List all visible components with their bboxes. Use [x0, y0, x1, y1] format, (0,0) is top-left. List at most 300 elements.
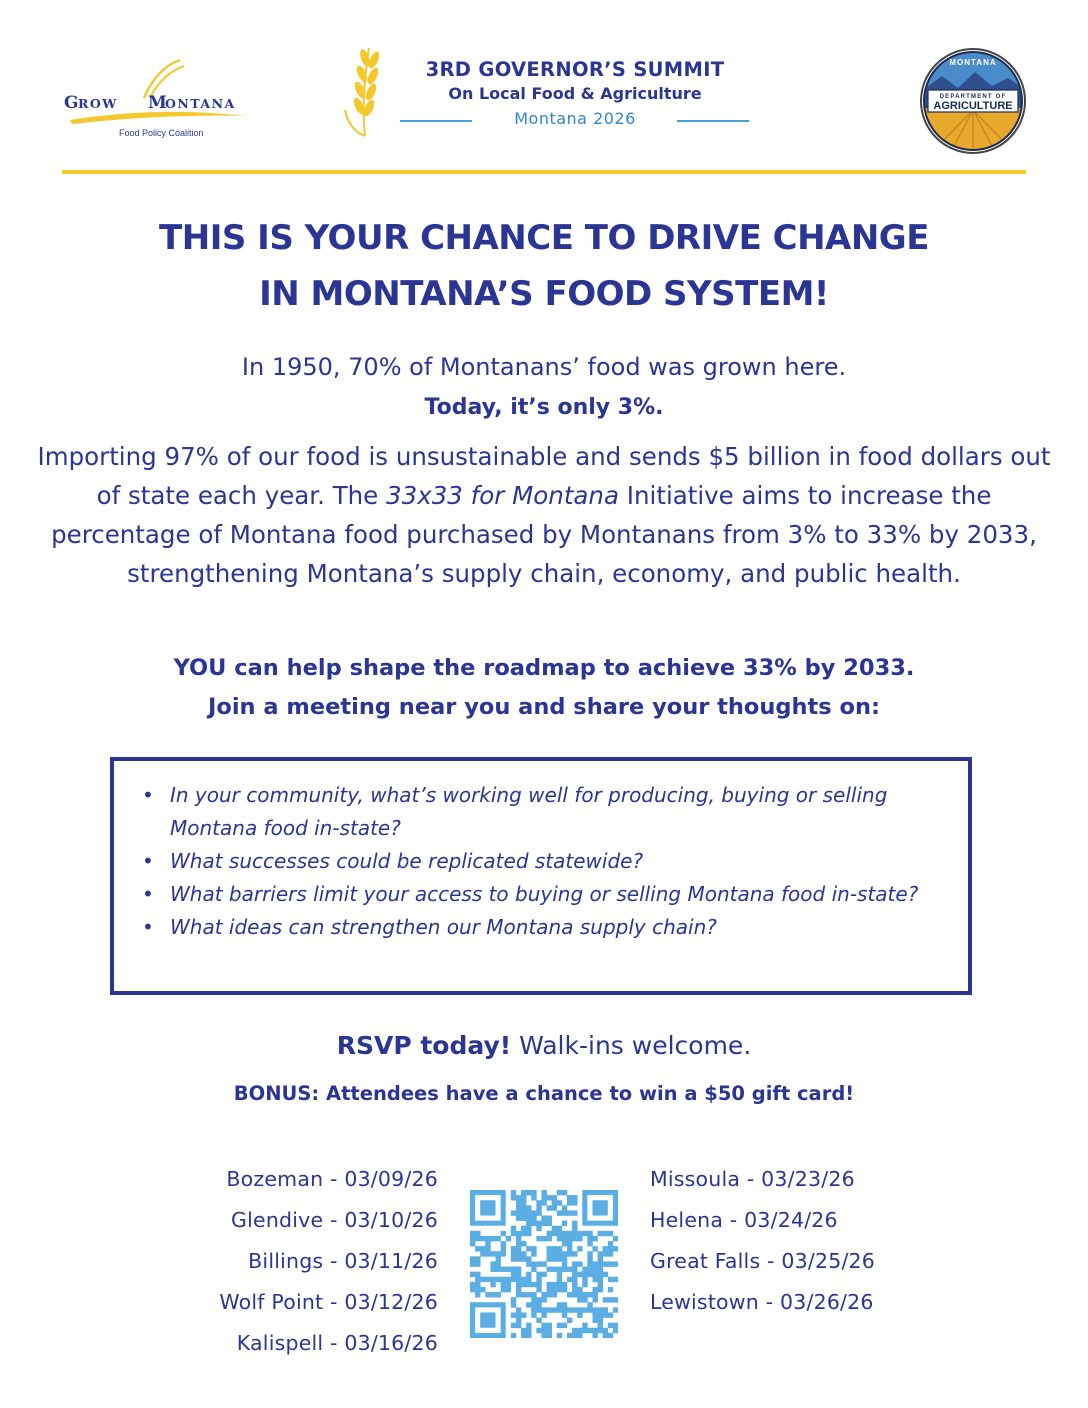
qr-module: [521, 1205, 526, 1210]
qr-module: [490, 1236, 495, 1241]
qr-module: [603, 1231, 608, 1236]
qr-module: [511, 1195, 516, 1200]
qr-module: [552, 1205, 557, 1210]
qr-module: [562, 1307, 567, 1312]
qr-module: [536, 1297, 541, 1302]
qr-module: [516, 1251, 521, 1256]
qr-module: [531, 1246, 536, 1251]
qr-module: [557, 1272, 562, 1277]
qr-module: [511, 1231, 516, 1236]
qr-module: [547, 1292, 552, 1297]
summit-rule-right: [677, 120, 749, 122]
qr-module: [516, 1210, 521, 1215]
qr-module: [516, 1256, 521, 1261]
qr-module: [587, 1302, 592, 1307]
bullet-icon: •: [142, 849, 154, 873]
qr-module: [496, 1251, 501, 1256]
qr-module: [526, 1190, 531, 1195]
qr-module: [506, 1287, 511, 1292]
qr-module: [562, 1210, 567, 1215]
qr-module: [475, 1272, 480, 1277]
qr-module: [526, 1272, 531, 1277]
qr-module: [516, 1292, 521, 1297]
qr-module: [613, 1246, 618, 1251]
qr-module: [598, 1277, 603, 1282]
qr-module: [470, 1287, 475, 1292]
qr-module: [603, 1328, 608, 1333]
qr-module: [516, 1282, 521, 1287]
qr-module: [572, 1287, 577, 1292]
qr-module: [521, 1195, 526, 1200]
rsvp-qr-code[interactable]: [470, 1190, 618, 1338]
meeting-item: Billings - 03/11/26: [248, 1249, 438, 1273]
qr-module: [577, 1231, 582, 1236]
qr-module: [582, 1231, 587, 1236]
qr-module: [480, 1236, 485, 1241]
qr-module: [511, 1246, 516, 1251]
qr-module: [521, 1200, 526, 1205]
qr-module: [572, 1221, 577, 1226]
qr-module: [608, 1231, 613, 1236]
qr-module: [526, 1323, 531, 1328]
qr-module: [587, 1272, 592, 1277]
qr-module: [547, 1216, 552, 1221]
qr-module: [511, 1302, 516, 1307]
qr-module: [490, 1292, 495, 1297]
qr-module: [490, 1261, 495, 1266]
qr-module: [480, 1246, 485, 1251]
qr-module: [562, 1251, 567, 1256]
qr-module: [475, 1236, 480, 1241]
qr-module: [531, 1282, 536, 1287]
qr-module: [547, 1333, 552, 1338]
qr-module: [541, 1307, 546, 1312]
qr-module: [562, 1231, 567, 1236]
headline-line-1: THIS IS YOUR CHANCE TO DRIVE CHANGE: [159, 218, 929, 258]
qr-module: [598, 1323, 603, 1328]
qr-module: [516, 1246, 521, 1251]
qr-module: [592, 1277, 597, 1282]
qr-module: [572, 1277, 577, 1282]
question-item: • What ideas can strengthen our Montana supply chain?: [170, 911, 950, 944]
bullet-icon: •: [142, 915, 154, 939]
qr-module: [603, 1261, 608, 1266]
qr-module: [577, 1287, 582, 1292]
qr-module: [496, 1236, 501, 1241]
qr-module: [592, 1261, 597, 1266]
qr-module: [562, 1221, 567, 1226]
gold-divider: [62, 170, 1026, 174]
qr-module: [547, 1328, 552, 1333]
qr-module: [577, 1261, 582, 1266]
qr-module: [547, 1282, 552, 1287]
qr-module: [567, 1333, 572, 1338]
qr-module: [541, 1200, 546, 1205]
qr-module: [598, 1231, 603, 1236]
qr-module: [516, 1318, 521, 1323]
qr-module: [521, 1256, 526, 1261]
qr-module: [536, 1210, 541, 1215]
qr-module: [506, 1267, 511, 1272]
qr-module: [541, 1328, 546, 1333]
qr-module: [598, 1328, 603, 1333]
qr-module: [552, 1287, 557, 1292]
qr-module: [536, 1287, 541, 1292]
qr-module: [582, 1292, 587, 1297]
qr-module: [562, 1190, 567, 1195]
qr-module: [526, 1302, 531, 1307]
qr-module: [511, 1272, 516, 1277]
qr-module: [592, 1287, 597, 1292]
meeting-item: Helena - 03/24/26: [650, 1208, 838, 1232]
qr-module: [572, 1210, 577, 1215]
seal-icon: [920, 48, 1026, 154]
qr-module: [470, 1256, 475, 1261]
call-to-action: [30, 649, 1058, 727]
qr-module: [572, 1333, 577, 1338]
qr-module: [572, 1200, 577, 1205]
qr-module: [475, 1292, 480, 1297]
qr-module: [552, 1195, 557, 1200]
qr-module: [577, 1307, 582, 1312]
qr-module: [557, 1226, 562, 1231]
seal-top-text: MONTANA: [949, 58, 997, 67]
qr-module: [587, 1261, 592, 1266]
qr-module: [511, 1190, 516, 1195]
qr-module: [557, 1282, 562, 1287]
qr-module: [577, 1292, 582, 1297]
qr-module: [587, 1231, 592, 1236]
qr-module: [582, 1277, 587, 1282]
qr-module: [598, 1307, 603, 1312]
bullet-icon: •: [142, 882, 154, 906]
rsvp-line: [30, 1026, 1058, 1066]
qr-module: [526, 1205, 531, 1210]
qr-module: [485, 1241, 490, 1246]
qr-module: [496, 1256, 501, 1261]
qr-module: [557, 1256, 562, 1261]
qr-module: [475, 1282, 480, 1287]
qr-module: [598, 1287, 603, 1292]
qr-module: [587, 1241, 592, 1246]
qr-module: [567, 1241, 572, 1246]
qr-module: [490, 1277, 495, 1282]
qr-module: [521, 1190, 526, 1195]
qr-module: [526, 1333, 531, 1338]
qr-module: [541, 1297, 546, 1302]
rsvp-rest: Walk-ins welcome.: [511, 1031, 752, 1060]
qr-module: [552, 1246, 557, 1251]
qr-module: [592, 1236, 597, 1241]
qr-module: [511, 1267, 516, 1272]
qr-code-icon[interactable]: [470, 1190, 618, 1338]
qr-module: [490, 1251, 495, 1256]
qr-module: [516, 1272, 521, 1277]
qr-module: [501, 1282, 506, 1287]
svg-text:ONTANA: ONTANA: [165, 96, 236, 111]
qr-module: [577, 1333, 582, 1338]
qr-module: [516, 1312, 521, 1317]
qr-module: [526, 1328, 531, 1333]
questions-list: [142, 779, 950, 944]
qr-module: [567, 1200, 572, 1205]
question-item: • What successes could be replicated statewide?: [170, 845, 950, 878]
qr-module: [598, 1318, 603, 1323]
intro-1950: In 1950, 70% of Montanans’ food was grown here.: [241, 353, 847, 381]
qr-module: [511, 1312, 516, 1317]
qr-module: [470, 1261, 475, 1266]
qr-module: [541, 1333, 546, 1338]
qr-module: [531, 1210, 536, 1215]
qr-module: [501, 1246, 506, 1251]
qr-module: [485, 1277, 490, 1282]
qr-module: [516, 1236, 521, 1241]
qr-module: [552, 1200, 557, 1205]
initiative-name: 33x33 for Montana: [386, 481, 619, 510]
qr-module: [592, 1318, 597, 1323]
qr-module: [552, 1307, 557, 1312]
qr-module: [516, 1267, 521, 1272]
qr-module: [572, 1307, 577, 1312]
headline-line-2: IN MONTANA’S FOOD SYSTEM!: [259, 274, 829, 314]
qr-module: [496, 1292, 501, 1297]
qr-module: [531, 1216, 536, 1221]
intro-today: Today, it’s only 3%.: [424, 395, 664, 420]
qr-module: [521, 1312, 526, 1317]
qr-module: [475, 1246, 480, 1251]
qr-module: [572, 1328, 577, 1333]
qr-module: [511, 1333, 516, 1338]
qr-module: [526, 1210, 531, 1215]
qr-module: [598, 1267, 603, 1272]
qr-module: [485, 1292, 490, 1297]
qr-module: [516, 1277, 521, 1282]
qr-module: [577, 1312, 582, 1317]
qr-module: [547, 1307, 552, 1312]
qr-module: [541, 1312, 546, 1317]
qr-module: [501, 1251, 506, 1256]
qr-module: [470, 1272, 475, 1277]
svg-text:M: M: [148, 93, 169, 113]
qr-module: [592, 1328, 597, 1333]
qr-module: [552, 1256, 557, 1261]
summit-header: [335, 40, 755, 140]
qr-module: [501, 1241, 506, 1246]
qr-module: [521, 1251, 526, 1256]
qr-module: [496, 1277, 501, 1282]
qr-module: [536, 1302, 541, 1307]
wheat-swoosh-icon: [62, 58, 252, 142]
summit-subtitle: On Local Food & Agriculture: [448, 84, 702, 103]
qr-module: [526, 1282, 531, 1287]
qr-module: [608, 1312, 613, 1317]
qr-module: [592, 1267, 597, 1272]
qr-module: [516, 1216, 521, 1221]
qr-module: [582, 1328, 587, 1333]
qr-module: [521, 1282, 526, 1287]
qr-module: [485, 1251, 490, 1256]
qr-module: [567, 1231, 572, 1236]
qr-module: [547, 1231, 552, 1236]
qr-module: [547, 1287, 552, 1292]
qr-module: [490, 1282, 495, 1287]
qr-module: [557, 1323, 562, 1328]
qr-finder-center: [480, 1312, 495, 1327]
qr-module: [557, 1190, 562, 1195]
qr-module: [603, 1297, 608, 1302]
qr-module: [521, 1241, 526, 1246]
qr-module: [496, 1261, 501, 1266]
qr-module: [541, 1221, 546, 1226]
qr-module: [475, 1256, 480, 1261]
meeting-item: Missoula - 03/23/26: [650, 1167, 855, 1191]
qr-module: [526, 1231, 531, 1236]
qr-module: [531, 1195, 536, 1200]
meetings-left: [60, 1159, 438, 1364]
qr-module: [557, 1333, 562, 1338]
cta-line-2: Join a meeting near you and share your thoughts on:: [208, 694, 880, 720]
qr-module: [613, 1236, 618, 1241]
qr-module: [470, 1241, 475, 1246]
qr-module: [526, 1216, 531, 1221]
qr-module: [531, 1251, 536, 1256]
qr-module: [516, 1307, 521, 1312]
qr-finder-center: [592, 1200, 607, 1215]
qr-module: [598, 1282, 603, 1287]
qr-module: [536, 1277, 541, 1282]
qr-module: [547, 1205, 552, 1210]
qr-module: [572, 1282, 577, 1287]
qr-module: [516, 1195, 521, 1200]
qr-module: [562, 1236, 567, 1241]
qr-module: [582, 1282, 587, 1287]
qr-module: [577, 1236, 582, 1241]
qr-module: [511, 1277, 516, 1282]
qr-module: [552, 1251, 557, 1256]
qr-module: [592, 1307, 597, 1312]
qr-module: [526, 1292, 531, 1297]
qr-module: [592, 1272, 597, 1277]
qr-module: [531, 1302, 536, 1307]
qr-module: [613, 1328, 618, 1333]
qr-module: [501, 1267, 506, 1272]
qr-module: [541, 1190, 546, 1195]
qr-module: [521, 1333, 526, 1338]
qr-module: [613, 1297, 618, 1302]
qr-module: [536, 1261, 541, 1266]
qr-module: [557, 1200, 562, 1205]
summit-year: Montana 2026: [514, 109, 636, 128]
qr-module: [557, 1251, 562, 1256]
qr-module: [603, 1307, 608, 1312]
qr-module: [608, 1323, 613, 1328]
meeting-item: Lewistown - 03/26/26: [650, 1290, 874, 1314]
qr-module: [531, 1261, 536, 1266]
qr-module: [506, 1282, 511, 1287]
qr-module: [547, 1221, 552, 1226]
qr-module: [470, 1282, 475, 1287]
qr-module: [511, 1210, 516, 1215]
meeting-item: Great Falls - 03/25/26: [650, 1249, 876, 1273]
qr-module: [536, 1236, 541, 1241]
bullet-icon: •: [142, 783, 154, 807]
qr-module: [516, 1323, 521, 1328]
qr-module: [541, 1261, 546, 1266]
qr-module: [526, 1277, 531, 1282]
qr-module: [475, 1277, 480, 1282]
qr-module: [567, 1236, 572, 1241]
qr-module: [531, 1297, 536, 1302]
qr-module: [541, 1323, 546, 1328]
qr-module: [526, 1246, 531, 1251]
qr-module: [577, 1246, 582, 1251]
qr-module: [511, 1256, 516, 1261]
qr-module: [531, 1292, 536, 1297]
meeting-item: Kalispell - 03/16/26: [236, 1331, 438, 1355]
qr-module: [501, 1231, 506, 1236]
qr-module: [582, 1297, 587, 1302]
qr-module: [567, 1210, 572, 1215]
qr-module: [526, 1226, 531, 1231]
qr-module: [557, 1302, 562, 1307]
qr-module: [536, 1282, 541, 1287]
qr-module: [562, 1323, 567, 1328]
qr-module: [608, 1287, 613, 1292]
seal-agri-text: AGRICULTURE: [933, 100, 1013, 112]
question-item: • In your community, what’s working well for producing, buying or selling Montana food in-state?: [170, 779, 950, 845]
qr-module: [567, 1267, 572, 1272]
qr-module: [536, 1272, 541, 1277]
qr-module: [536, 1318, 541, 1323]
qr-module: [485, 1246, 490, 1251]
qr-module: [526, 1221, 531, 1226]
qr-module: [480, 1287, 485, 1292]
qr-module: [516, 1287, 521, 1292]
qr-module: [587, 1328, 592, 1333]
cta-line-1: YOU can help shape the roadmap to achieve 33% by 2033.: [173, 655, 915, 681]
qr-module: [557, 1246, 562, 1251]
qr-module: [598, 1256, 603, 1261]
qr-module: [557, 1231, 562, 1236]
qr-module: [536, 1200, 541, 1205]
qr-module: [572, 1251, 577, 1256]
qr-module: [587, 1236, 592, 1241]
qr-module: [521, 1292, 526, 1297]
qr-module: [536, 1328, 541, 1333]
qr-module: [582, 1307, 587, 1312]
qr-module: [592, 1292, 597, 1297]
qr-module: [547, 1267, 552, 1272]
qr-module: [526, 1261, 531, 1266]
qr-module: [587, 1292, 592, 1297]
qr-module: [592, 1246, 597, 1251]
qr-module: [480, 1277, 485, 1282]
qr-module: [582, 1267, 587, 1272]
qr-module: [613, 1277, 618, 1282]
qr-module: [547, 1195, 552, 1200]
qr-module: [598, 1272, 603, 1277]
qr-module: [562, 1256, 567, 1261]
qr-module: [572, 1226, 577, 1231]
qr-module: [552, 1292, 557, 1297]
qr-module: [541, 1292, 546, 1297]
qr-module: [506, 1236, 511, 1241]
qr-module: [526, 1256, 531, 1261]
qr-module: [587, 1256, 592, 1261]
qr-module: [501, 1287, 506, 1292]
qr-module: [562, 1205, 567, 1210]
qr-module: [608, 1251, 613, 1256]
